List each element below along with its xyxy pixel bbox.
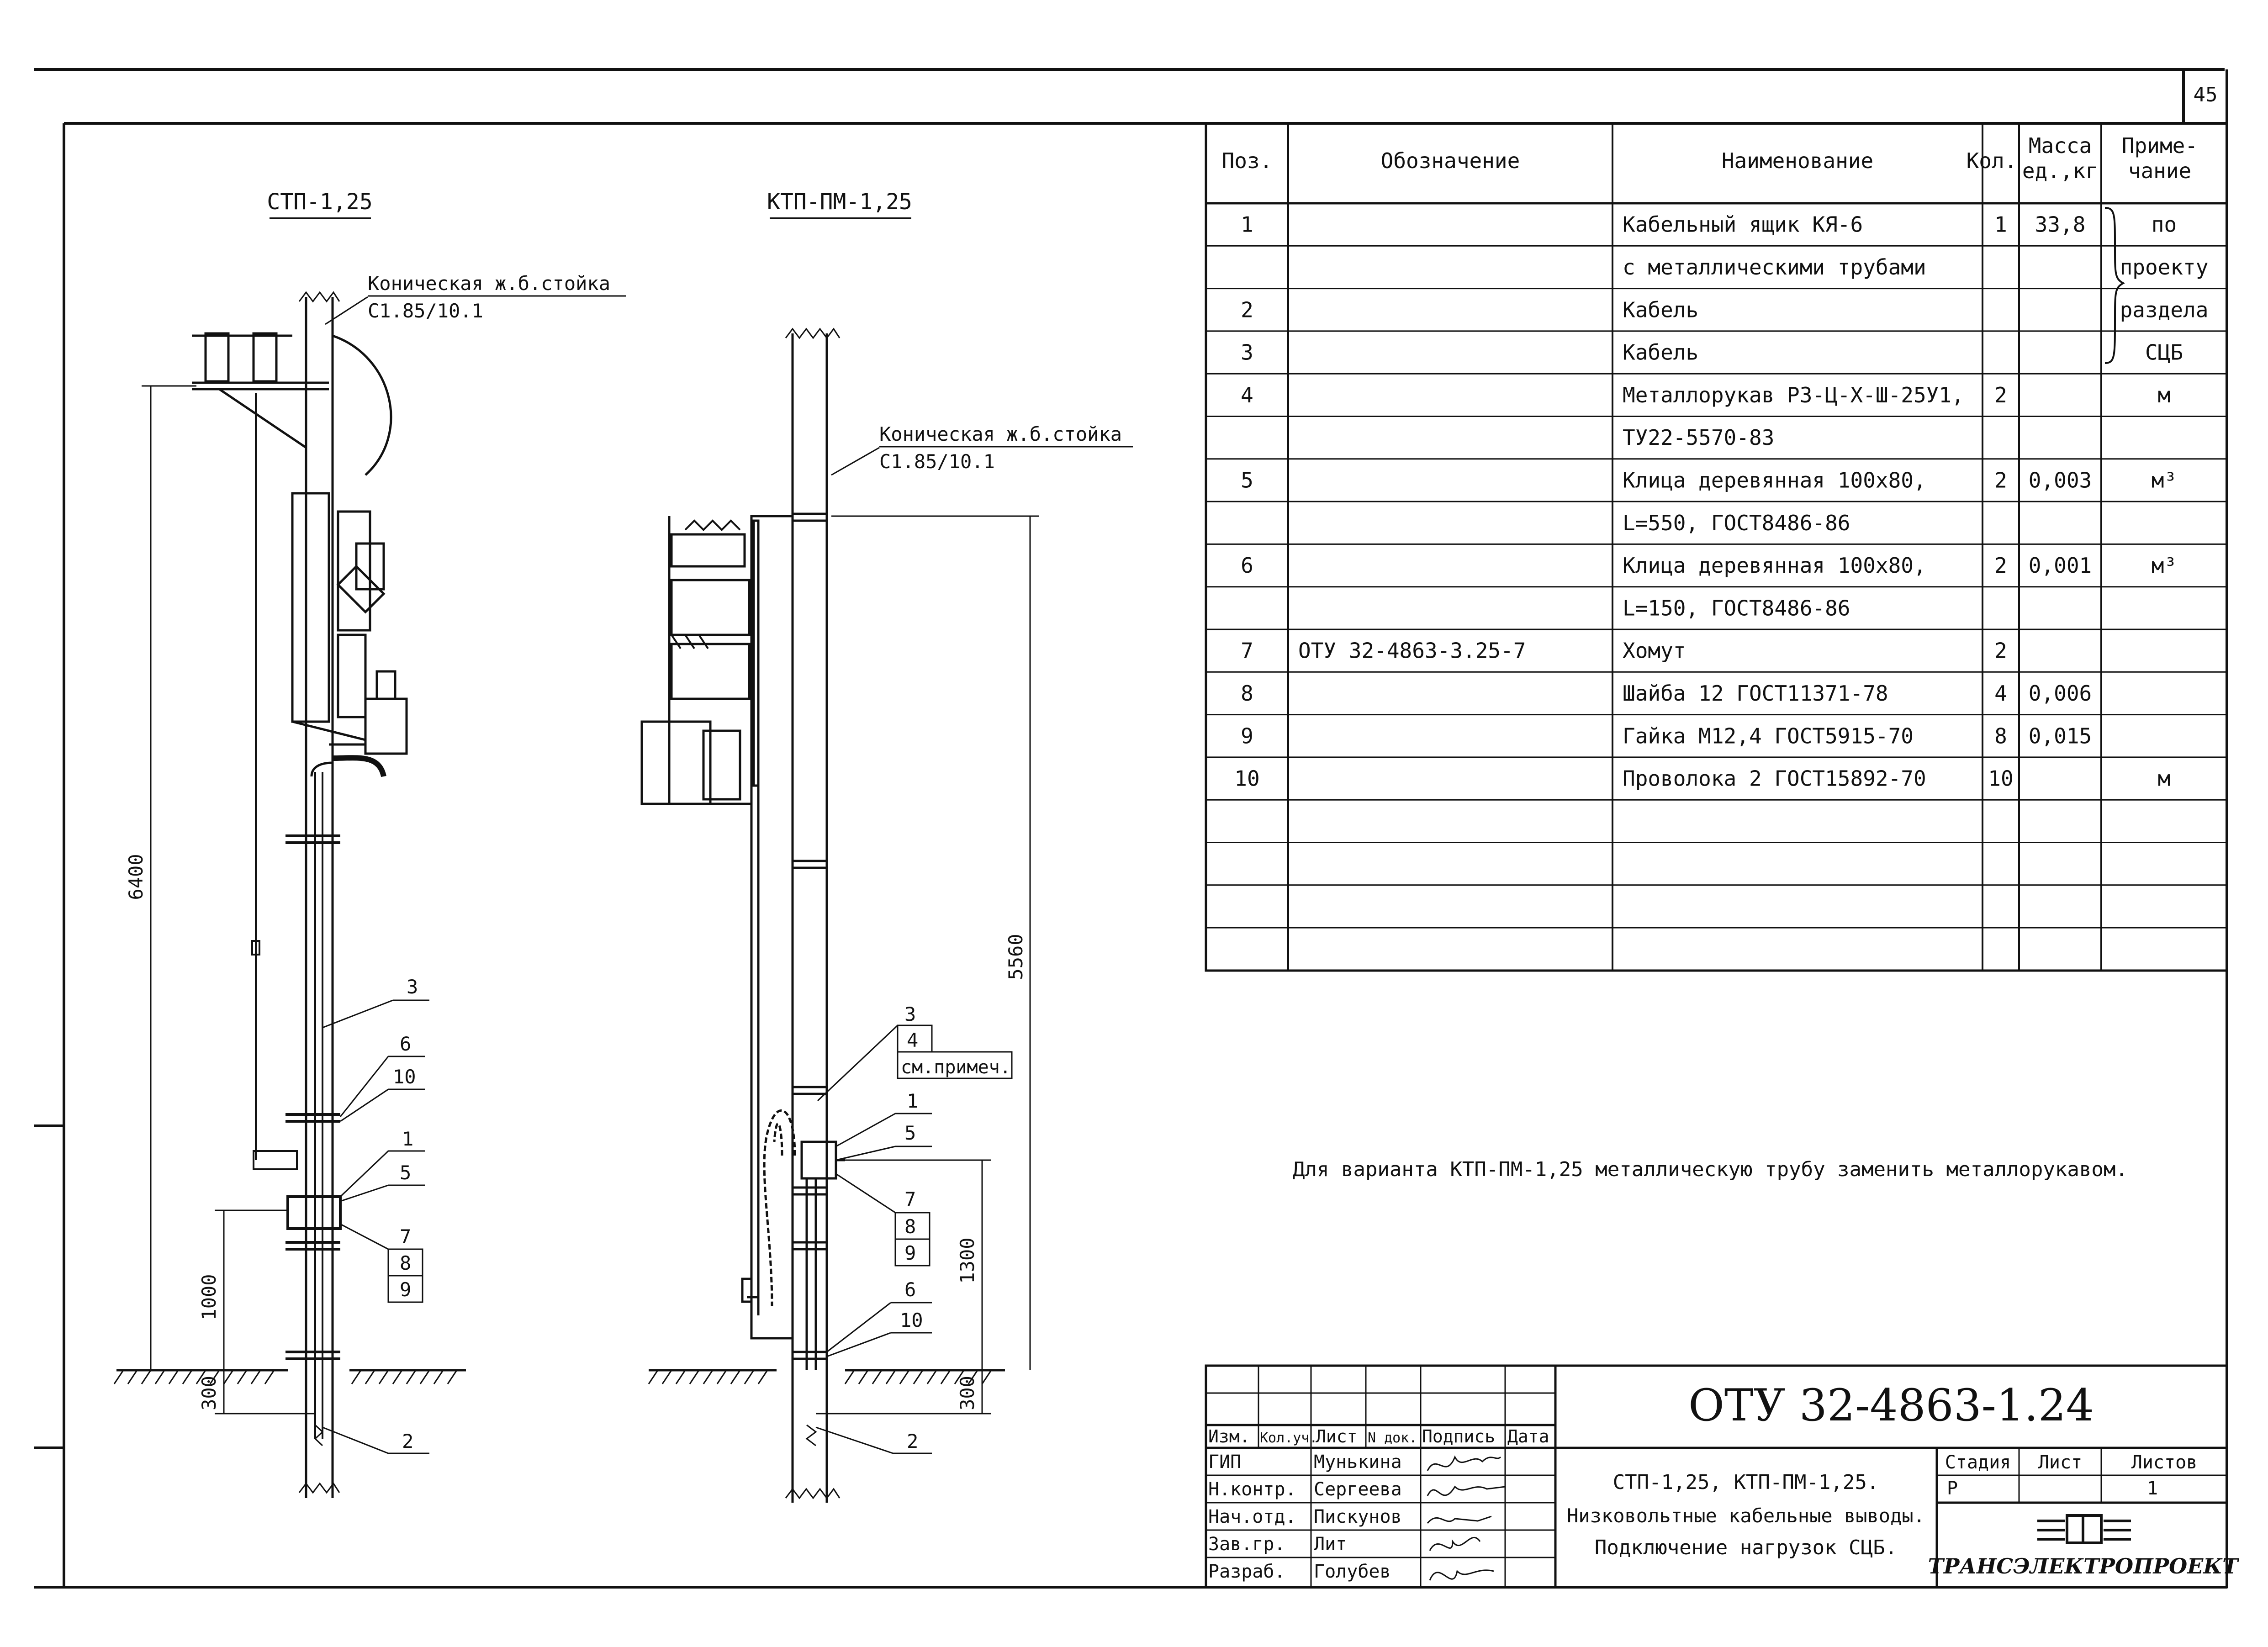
spec-cell-designation: ОТУ 32-4863-3.25-7 xyxy=(1298,638,1526,663)
left-callout-1: 1 xyxy=(402,1128,414,1150)
spec-cell-name: ТУ22-5570-83 xyxy=(1623,425,1775,450)
spec-cell-qty: 10 xyxy=(1988,766,2014,791)
spec-header-note-2: чание xyxy=(2128,158,2192,183)
spec-cell-note: СЦБ xyxy=(2145,340,2183,365)
spec-cell-note: проекту xyxy=(2120,254,2209,280)
right-callout-9: 9 xyxy=(904,1242,916,1264)
tb-desc-2: Низковольтные кабельные выводы. xyxy=(1567,1504,1925,1527)
spec-table xyxy=(1206,123,2227,971)
tb-desc-3: Подключение нагрузок СЦБ. xyxy=(1594,1536,1898,1559)
spec-cell-pos: 1 xyxy=(1241,212,1253,237)
spec-cell-name: Шайба 12 ГОСТ11371-78 xyxy=(1623,681,1888,706)
left-dim-below: 300 xyxy=(198,1376,220,1410)
tb-sheets: 1 xyxy=(2147,1478,2158,1499)
right-dim-below: 300 xyxy=(956,1376,978,1410)
spec-cell-mass: 0,003 xyxy=(2028,468,2092,493)
spec-header-designation: Обозначение xyxy=(1380,148,1520,173)
tb-roles xyxy=(1208,1452,1402,1582)
right-callout-4: 4 xyxy=(907,1029,919,1051)
spec-cell-name: Кабель xyxy=(1623,297,1699,322)
left-callout-9: 9 xyxy=(400,1278,412,1301)
spec-cell-name: Клица деревянная 100х80, xyxy=(1623,468,1926,493)
tb-role: Н.контр. xyxy=(1208,1479,1296,1500)
right-callout-2: 2 xyxy=(907,1430,919,1452)
left-callout-7: 7 xyxy=(400,1225,412,1248)
spec-cell-qty: 1 xyxy=(1994,212,2007,237)
left-callout-6: 6 xyxy=(400,1033,412,1055)
spec-header-qty: Кол. xyxy=(1966,148,2017,173)
tb-role: ГИП xyxy=(1208,1452,1242,1473)
title-block xyxy=(1206,1366,2240,1587)
spec-cell-mass: 0,006 xyxy=(2028,681,2092,706)
spec-cell-qty: 2 xyxy=(1994,638,2007,663)
spec-cell-name: Металлорукав РЗ-Ц-Х-Ш-25У1, xyxy=(1623,382,1964,407)
spec-cell-name: с металлическими трубами xyxy=(1623,254,1926,280)
spec-cell-name: L=550, ГОСТ8486-86 xyxy=(1623,510,1850,535)
tb-hdr-data: Дата xyxy=(1507,1426,1549,1446)
spec-cell-qty: 2 xyxy=(1994,553,2007,578)
tb-hdr-izm: Изм. xyxy=(1208,1426,1250,1446)
right-callout-8: 8 xyxy=(904,1215,916,1238)
right-callout-note: см.примеч. xyxy=(901,1057,1011,1078)
spec-cell-pos: 10 xyxy=(1234,766,1260,791)
right-bands xyxy=(793,514,827,1094)
spec-cell-name: Клица деревянная 100х80, xyxy=(1623,553,1926,578)
right-callout-7: 7 xyxy=(904,1188,916,1210)
tb-person: Голубев xyxy=(1314,1561,1391,1582)
right-callout-6: 6 xyxy=(904,1278,916,1301)
tb-org: ТРАНСЭЛЕКТРОПРОЕКТ xyxy=(1928,1554,2238,1578)
left-callout-3: 3 xyxy=(407,976,418,998)
right-equipment xyxy=(642,516,793,1338)
spec-cell-pos: 8 xyxy=(1241,681,1253,706)
tb-hdr-list: Лист xyxy=(1316,1426,1358,1446)
right-conduit xyxy=(764,1110,845,1446)
spec-cell-pos: 7 xyxy=(1241,638,1253,663)
left-pole xyxy=(299,292,339,1498)
right-pole xyxy=(786,329,840,1503)
tb-sheet-label: Лист xyxy=(2038,1452,2083,1473)
left-pole-label: Коническая ж.б.стойка xyxy=(368,272,611,295)
left-ground xyxy=(114,1370,466,1384)
tb-role: Нач.отд. xyxy=(1208,1506,1296,1527)
spec-cell-mass: 0,015 xyxy=(2028,723,2092,749)
tb-stage: Р xyxy=(1947,1478,1958,1499)
spec-cell-note: м xyxy=(2157,382,2171,407)
left-callout-2: 2 xyxy=(402,1430,414,1452)
left-dimensions xyxy=(142,386,315,1414)
right-callout-1: 1 xyxy=(907,1090,919,1112)
spec-cell-pos: 4 xyxy=(1241,382,1253,407)
tb-person: Лит xyxy=(1314,1534,1347,1555)
spec-cell-pos: 2 xyxy=(1241,297,1253,322)
spec-cell-pos: 3 xyxy=(1241,340,1253,365)
tb-role: Разраб. xyxy=(1208,1561,1285,1582)
right-callout-5: 5 xyxy=(904,1122,916,1144)
tb-person: Пискунов xyxy=(1314,1506,1402,1527)
spec-cell-name: Гайка М12,4 ГОСТ5915-70 xyxy=(1623,723,1914,749)
spec-header-pos: Поз. xyxy=(1221,148,1273,173)
right-pole-label: Коническая ж.б.стойка xyxy=(879,423,1122,445)
right-view xyxy=(642,189,1133,1503)
spec-cell-qty: 2 xyxy=(1994,468,2007,493)
spec-cell-name: Кабельный ящик КЯ-6 xyxy=(1623,212,1863,237)
spec-header-note-1: Приме- xyxy=(2121,133,2198,158)
left-pole-mark: С1.85/10.1 xyxy=(368,300,483,322)
right-pole-mark: С1.85/10.1 xyxy=(879,450,995,473)
tb-stage-label: Стадия xyxy=(1945,1452,2011,1473)
tb-person: Сергеева xyxy=(1314,1479,1402,1500)
spec-cell-pos: 5 xyxy=(1241,468,1253,493)
left-view xyxy=(114,189,626,1498)
right-dim-total: 5560 xyxy=(1004,934,1027,980)
right-callout-10: 10 xyxy=(900,1309,923,1331)
spec-cell-mass: 33,8 xyxy=(2035,212,2086,237)
right-view-title: КТП-ПМ-1,25 xyxy=(767,189,912,215)
spec-cell-qty: 2 xyxy=(1994,382,2007,407)
tb-person: Мунькина xyxy=(1314,1452,1402,1473)
left-dim-total: 6400 xyxy=(125,854,147,900)
drawing-note: Для варианта КТП-ПМ-1,25 металлическую трубу заменить металлорукавом. xyxy=(1293,1158,2128,1181)
left-callout-5: 5 xyxy=(400,1161,412,1184)
tb-role: Зав.гр. xyxy=(1208,1534,1285,1555)
spec-cell-pos: 9 xyxy=(1241,723,1253,749)
right-dim-box: 1300 xyxy=(956,1237,978,1284)
spec-cell-qty: 8 xyxy=(1994,723,2007,749)
sheet-number: 45 xyxy=(2193,83,2218,106)
left-equipment xyxy=(292,493,407,776)
spec-header-mass-1: Масса xyxy=(2028,133,2092,158)
tb-sheets-label: Листов xyxy=(2131,1452,2198,1473)
spec-cell-note: м xyxy=(2157,766,2171,791)
org-logo-icon xyxy=(2037,1515,2131,1543)
tb-hdr-podpis: Подпись xyxy=(1422,1426,1496,1446)
left-view-title: СТП-1,25 xyxy=(267,189,373,215)
spec-cell-name: Проволока 2 ГОСТ15892-70 xyxy=(1623,766,1926,791)
right-callout-3: 3 xyxy=(904,1003,916,1025)
spec-cell-mass: 0,001 xyxy=(2028,553,2092,578)
spec-cell-name: Хомут xyxy=(1623,638,1686,663)
spec-cell-note: м³ xyxy=(2151,553,2177,578)
spec-cell-note: м³ xyxy=(2151,468,2177,493)
spec-cell-pos: 6 xyxy=(1241,553,1253,578)
sheet-frame xyxy=(34,69,2227,1587)
tb-doc-code: ОТУ 32-4863-1.24 xyxy=(1688,1380,2094,1431)
spec-cell-qty: 4 xyxy=(1994,681,2007,706)
left-callout-8: 8 xyxy=(400,1252,412,1274)
left-crossarm xyxy=(192,333,391,475)
spec-cell-note: по xyxy=(2151,212,2177,237)
spec-cell-name: L=150, ГОСТ8486-86 xyxy=(1623,596,1850,621)
spec-header-mass-2: ед.,кг xyxy=(2022,158,2099,183)
left-callout-10: 10 xyxy=(393,1066,416,1088)
tb-hdr-kol: Кол.уч. xyxy=(1260,1430,1318,1446)
left-dim-box: 1000 xyxy=(198,1274,220,1320)
tb-desc-1: СТП-1,25, КТП-ПМ-1,25. xyxy=(1612,1471,1879,1494)
spec-header-name: Наименование xyxy=(1721,148,1874,173)
tb-hdr-ndok: N док. xyxy=(1368,1430,1417,1446)
spec-cell-name: Кабель xyxy=(1623,340,1699,365)
left-callouts xyxy=(322,976,429,1453)
spec-cell-note: раздела xyxy=(2120,297,2209,322)
